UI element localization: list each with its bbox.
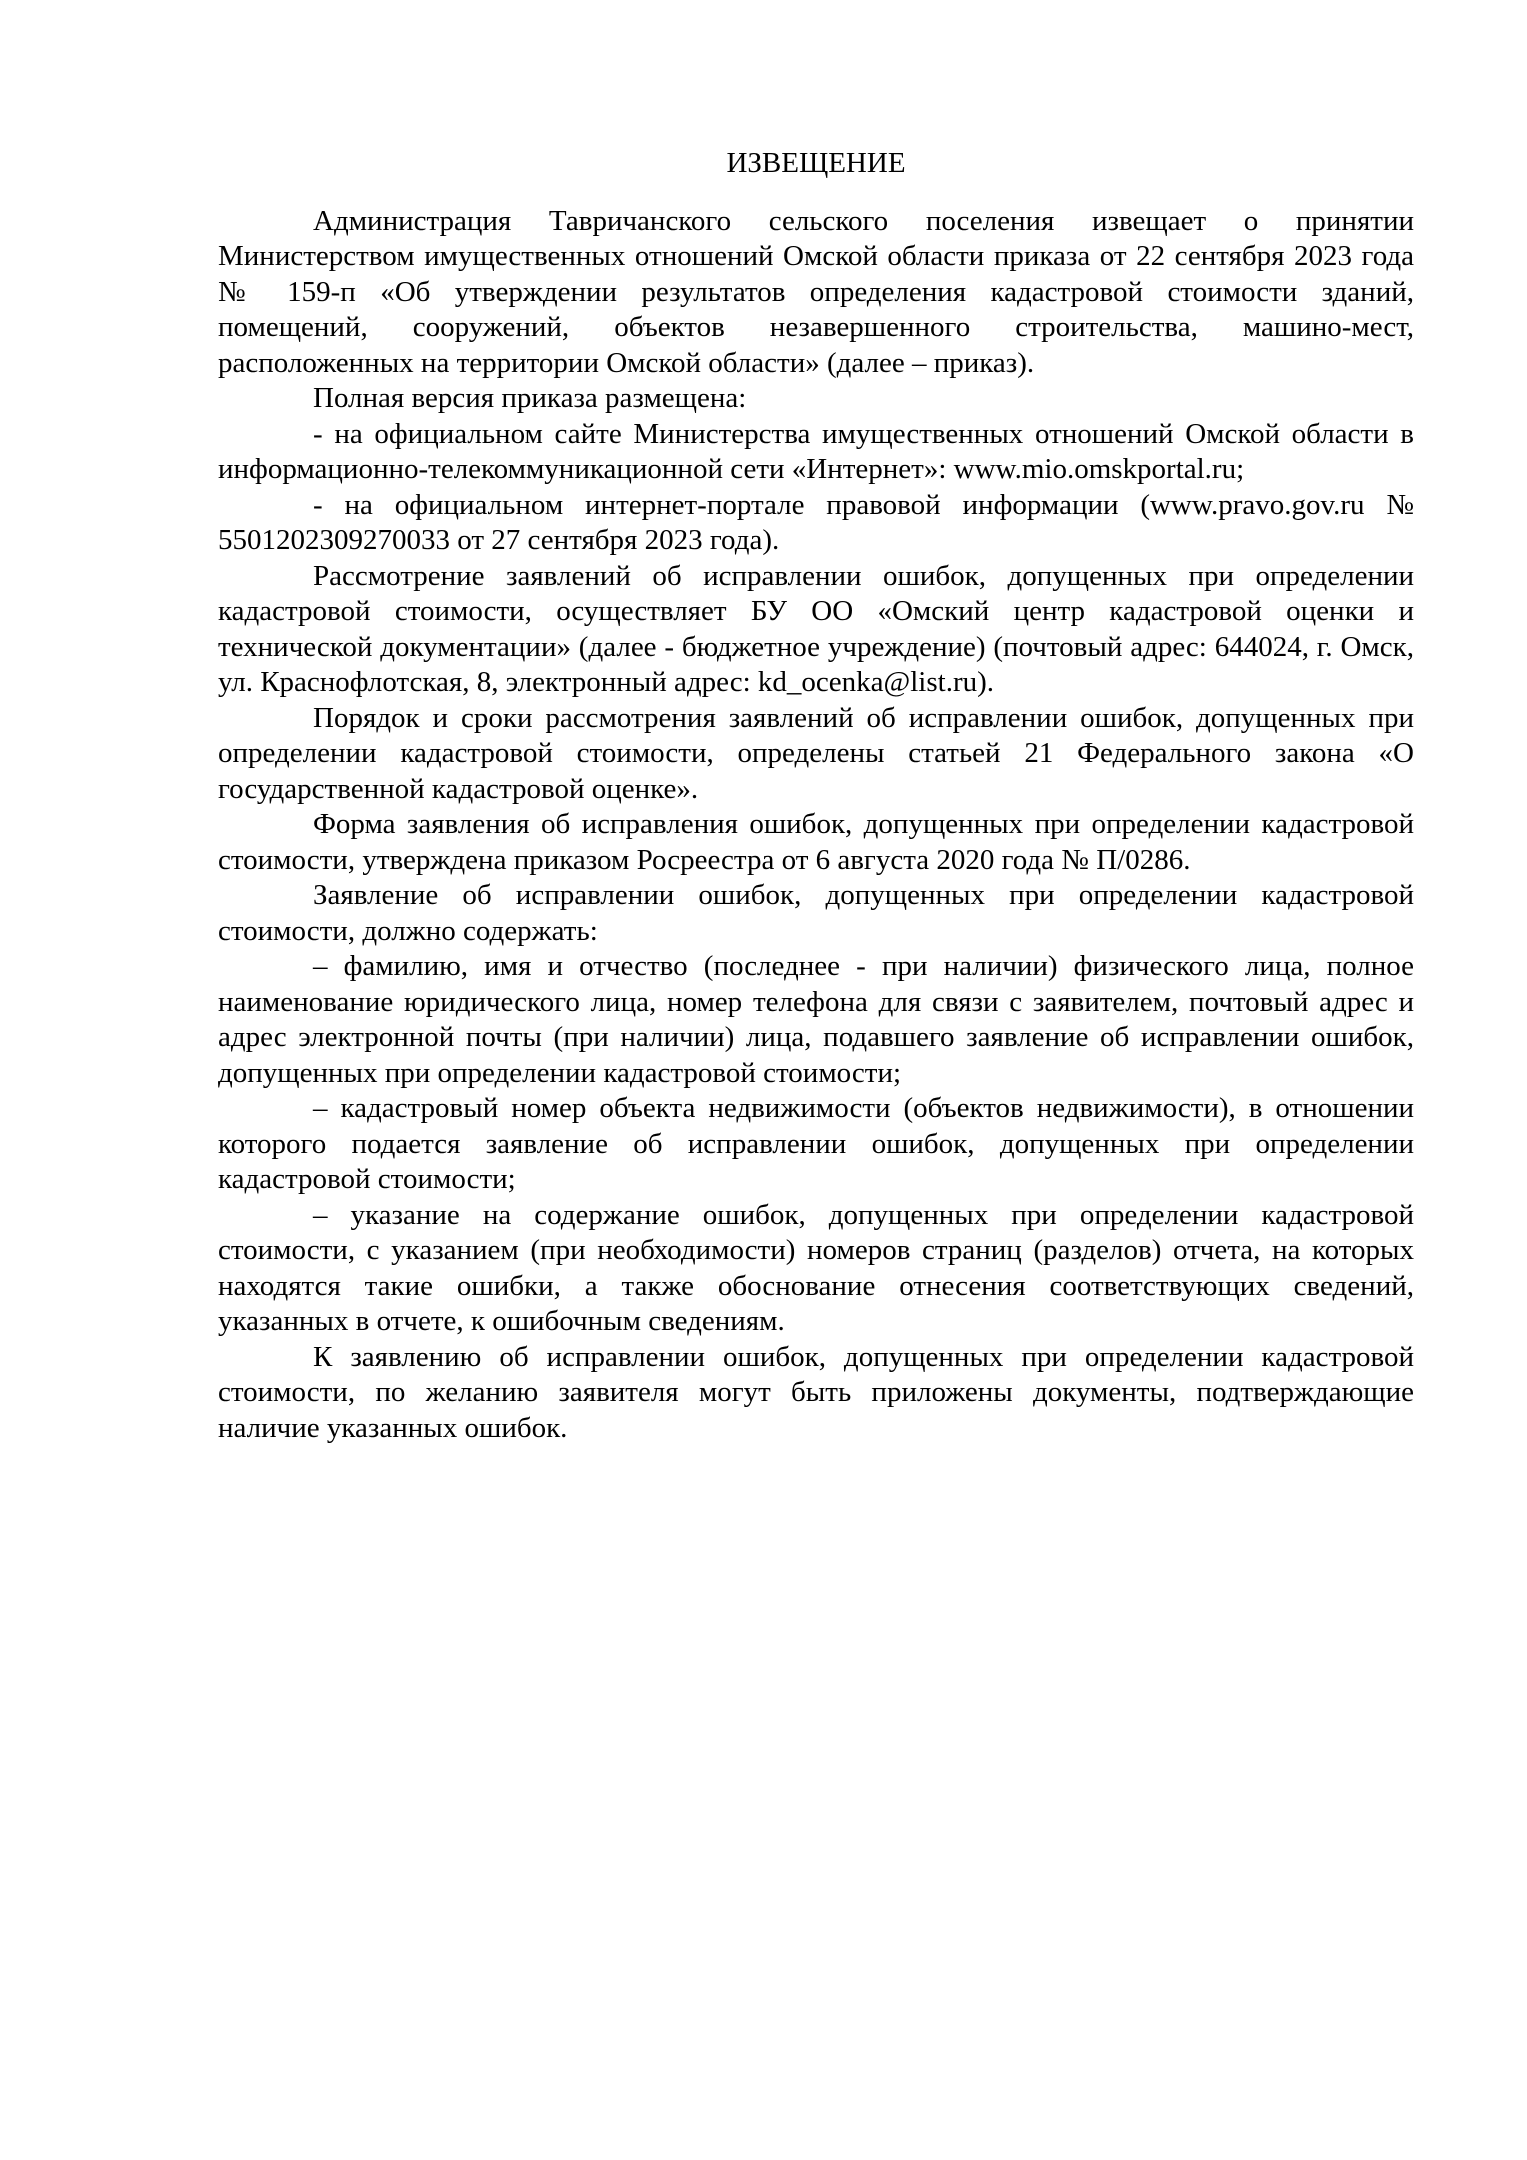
paragraph-application-contents: Заявление об исправлении ошибок, допущенных при определении кадастровой стоимости, должно содержать: (218, 879, 1414, 947)
list-item-error-description: – указание на содержание ошибок, допущенных при определении кадастровой стоимости, с указанием (при необходимости) номеров страниц (разделов) отчета, на которых находятся такие ошибки, а также обоснование отнесения соответствующих сведений, указанных в отчете, к ошибочным сведениям. (218, 1198, 1414, 1337)
paragraph-full-version: Полная версия приказа размещена: (313, 382, 747, 414)
paragraph-ministry-site: - на официальном сайте Министерства имущественных отношений Омской области в информационно-телекоммуникационной сети «Интернет»: www.mio.omskportal.ru; (218, 417, 1414, 485)
document-page (218, 146, 1414, 1446)
paragraph-review-institution: Рассмотрение заявлений об исправлении ошибок, допущенных при определении кадастровой стоимости, осуществляет БУ ОО «Омский центр кадастровой оценки и технической документации» (далее - бюджетное учреждение) (почтовый адрес: 644024, г. Омск, ул. Краснофлотская, 8, электронный адрес: kd_ocenka@list.ru). (218, 559, 1414, 698)
paragraph-attachments: К заявлению об исправлении ошибок, допущенных при определении кадастровой стоимости, по желанию заявителя могут быть приложены документы, подтверждающие наличие указанных ошибок. (218, 1340, 1414, 1444)
paragraph-legal-portal: - на официальном интернет-портале правовой информации (www.pravo.gov.ru № 5501202309270033 от 27 сентября 2023 года). (218, 488, 1414, 556)
paragraph-application-form: Форма заявления об исправления ошибок, допущенных при определении кадастровой стоимости, утверждена приказом Росреестра от 6 августа 2020 года № П/0286. (218, 808, 1414, 876)
paragraph-notice-intro: Администрация Тавричанского сельского поселения извещает о принятии Министерством имущественных отношений Омской области приказа от 22 сентября 2023 года № 159-п «Об утверждении результатов определения кадастровой стоимости зданий, помещений, сооружений, объектов незавершенного строительства, машино-мест, расположенных на территории Омской области» (далее – приказ). (218, 204, 1414, 379)
paragraph-review-procedure: Порядок и сроки рассмотрения заявлений об исправлении ошибок, допущенных при определении кадастровой стоимости, определены статьей 21 Федерального закона «О государственной кадастровой оценке». (218, 701, 1414, 805)
list-item-cadastral-number: – кадастровый номер объекта недвижимости (объектов недвижимости), в отношении которого подается заявление об исправлении ошибок, допущенных при определении кадастровой стоимости; (218, 1092, 1414, 1195)
list-item-applicant-info: – фамилию, имя и отчество (последнее - при наличии) физического лица, полное наименование юридического лица, номер телефона для связи с заявителем, почтовый адрес и адрес электронной почты (при наличии) лица, подавшего заявление об исправлении ошибок, допущенных при определении кадастровой стоимости; (218, 950, 1414, 1089)
document-title: ИЗВЕЩЕНИЕ (726, 147, 906, 179)
